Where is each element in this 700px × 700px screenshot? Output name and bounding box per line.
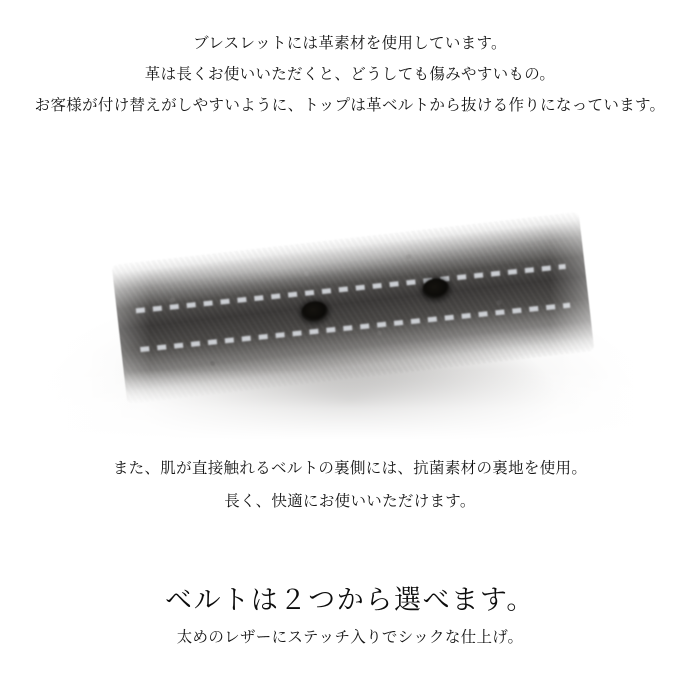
top-copy-line-1: ブレスレットには革素材を使用しています。 [193,35,507,52]
top-copy-block [0,28,700,121]
top-copy-line-3: お客様が付け替えがしやすいように、トップは革ベルトから抜ける作りになっています。 [34,97,666,114]
mid-copy-line-1: また、肌が直接触れるベルトの裏側には、抗菌素材の裏地を使用。 [112,460,588,477]
mid-copy-block [0,452,700,518]
section-headline: ベルトは２つから選べます。 [165,585,535,615]
leather-strap-photo [0,150,700,440]
top-copy-line-2: 革は長くお使いいただくと、どうしても傷みやすいもの。 [144,66,556,83]
mid-copy-line-2: 長く、快適にお使いいただけます。 [224,493,476,510]
section-sub-headline: 太めのレザーにステッチ入りでシックな仕上げ。 [176,629,524,646]
